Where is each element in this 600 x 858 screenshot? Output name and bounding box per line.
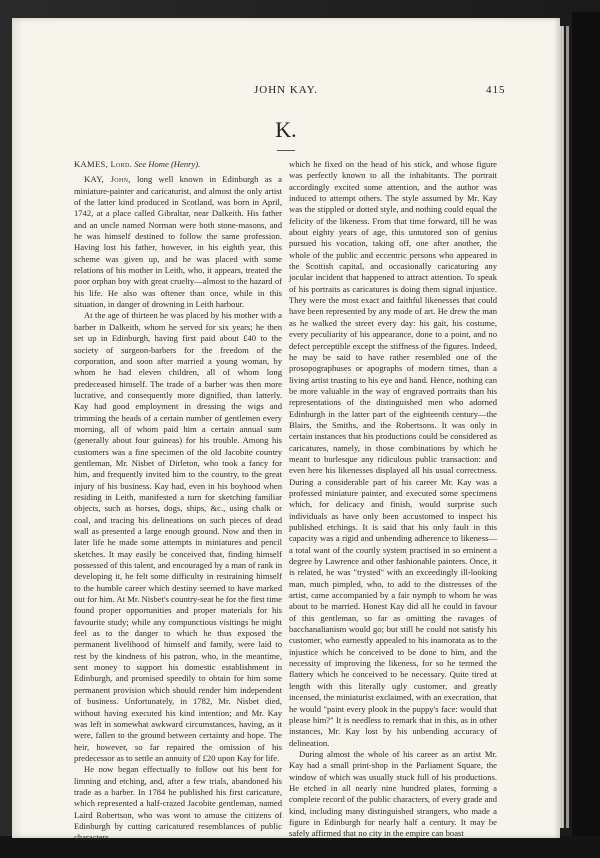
headword-kay: KAY, John,: [84, 174, 131, 185]
entry-kames: [74, 159, 282, 170]
page-stack-edge: [560, 26, 564, 828]
kay-paragraph-1: [74, 174, 282, 310]
book-cover-edge: [572, 12, 600, 846]
headword-kames: KAMES, Lord.: [74, 159, 133, 169]
kay-paragraph-4: which he fixed on the head of his stick, and whose figure was perfectly known to all the inhabitants. The portrait accordingly excited some attention, and the author was induced to attempt others. The style assumed by Mr. Kay was the stippled or dotted style, and nothing could equal the felicity of the likeness. From that time forward, till he was about eighty years of age, this untutored son of genius pursued his vocation, taking off, one after another, the whole of the public and eccentric persons who appeared in the Scottish capital, and occasionally caricaturing any jocular incident that happened to attract attention. To speak of his portraits as caricatures is doing them signal injustice. They were the most exact and faithful likenesses that could have been represented by any mode of art. He drew the man as he walked the street every day: his gait, his costume, every peculiarity of his appearance, done to a point, and no defect perceptible except the stiffness of the figures. Indeed, he may be said to have rather resembled one of the prosopographuses or apographs of modern times, than a living artist trusting to his eye and hand. Hence, nothing can be more valuable in the way of engraved portraits than his representations of the distinguished men who adorned Edinburgh in the latter part of the eighteenth century—the Blairs, the Smiths, and the Robertsons. It was only in certain instances that his productions could be considered as caricatures, namely, in those combinations by which he meant to burlesque any ridiculous public transaction: and even here his likenesses displayed all his usual correctness. During a considerable part of his career Mr. Kay was a professed miniature painter, and executed some specimens which, for delicacy and finish, would surprise such individuals as have only been accustomed to inspect his published etchings. It is said that his only fault in this capacity was a rigid and unbending adherence to likeness—a total want of the courtly system practised in so eminent a degree by Lawrence and other fashionable painters. Once, it is related, he was "trysted" with an exceedingly ill-looking man, much pimpled, who, to add to the distresses of the artist, came accompanied by a fair nymph to whom he was about to be married. Honest Kay did all he could in favour of this gentleman, so far as omitting the ravages of bacchanalianism would go; but still he could not satisfy his customer, who earnestly appealed to his inamorata as to the injustice which he conceived to be done to him, and the necessity of improving the likeness, for so he termed the flattery which he conceived to be necessary. Quite tired at length with this literally ugly customer, and greatly incensed, the miniaturist exclaimed, with an execration, that he would "paint every plook in the puppy's face: would that please him?" It is needless to remark that in this, as in other instances, Mr. Kay lost by his unbending accuracy of delineation.: [289, 159, 497, 748]
book-page: [12, 18, 560, 843]
heading-rule: [277, 150, 295, 151]
kay-paragraph-2: At the age of thirteen he was placed by his mother with a barber in Dalkeith, whom he served for six years; he then set up in Edinburgh, having first paid about £40 to the society of surgeon-barbers for the freedom of the corporation, and soon after married a young woman, by whom he had eleven children, all of whom long predeceased himself. The trade of a barber was then more lucrative, and consequently more dignified, than latterly. Kay had good employment in dressing the wigs and trimming the heads of a certain number of gentlemen every morning, all of whom paid him a certain annual sum (generally about four guineas) for his trouble. Among his customers was a fine specimen of the old Jacobite country gentleman, Mr. Nisbet of Dirleton, who took a fancy for him, and frequently invited him to the country, to the great injury of his business. Kay had, even in his boyhood when residing in Leith, manifested a turn for sketching familiar objects, such as horses, dogs, ships, &c., using chalk or coal, and tracing his delineations on such pieces of dead wall as presented a large enough ground. Now and then in later life he made some attempts in miniatures and pencil sketches. It may easily be conceived that, finding himself possessed of this talent, and encouraged by a man of rank in developing it, he felt some difficulty in restraining himself to the humble career which destiny seemed to have marked out for him. At Mr. Nisbet's country-seat he for the first time found proper opportunities and proper materials for his favourite study; while any compunctious visitings he might feel as to the danger to which he thus exposed the permanent livelihood of himself and family, were laid to rest by the kindness of his patron, who, in the meantime, sent money to support his domestic establishment in Edinburgh, and promised speedily to obtain for him some permanent provision which should render him independent of business. Unfortunately, in 1782, Mr. Nisbet died, without having executed his kind intention; and Mr. Kay was left in somewhat awkward circumstances, having, as it were, fallen to the ground between certainty and hope. The heir, however, so far repaired the omission of his predecessor as to settle an annuity of £20 upon Kay for life.: [74, 310, 282, 763]
kay-paragraph-3: He now began effectually to follow out his bent for limning and etching, and, after a few trials, abandoned his trade as a barber. In 1784 he published his first caricature, which represented a half-crazed Jacobite gentleman, named Laird Robertson, who was wont to amuse the citizens of Edinburgh by cutting caricatured resemblances of public characters,: [74, 764, 282, 843]
kay-paragraph-1-text: long well known in Edinburgh as a miniature-painter and caricaturist, and almost the only artist of the latter kind produced in Scotland, was born in April, 1742, at a place called Gibraltar, near Dalkeith. His father and an uncle named Norman were both stone-masons, and he was himself destined to follow the same profession. Having lost his father, however, in his eighth year, this scheme was given up, and he was placed with some relations of his mother in Leith, who, it appears, treated the poor orphan boy with great cruelty—almost to the hazard of his life. He also was oftener than once, while in this situation, in danger of drowning in Leith harbour.: [74, 174, 282, 310]
left-column: [74, 159, 282, 844]
running-title: JOHN KAY.: [253, 84, 319, 96]
kay-paragraph-5: During almost the whole of his career as an artist Mr. Kay had a small print-shop in the Parliament Square, the window of which was usually stuck full of his productions. He etched in all nearly nine hundred plates, forming a complete record of the public characters, of every grade and kind, including many distinguished strangers, who made a figure in Edinburgh for nearly half a century. It may be safely affirmed that no city in the empire can boast: [289, 748, 497, 839]
section-letter-heading: K.: [275, 117, 297, 142]
page-stack-edge-inner: [566, 26, 569, 828]
page-number: 415: [486, 84, 506, 96]
right-column: [289, 159, 497, 840]
cross-reference: See Home (Henry).: [134, 159, 201, 169]
